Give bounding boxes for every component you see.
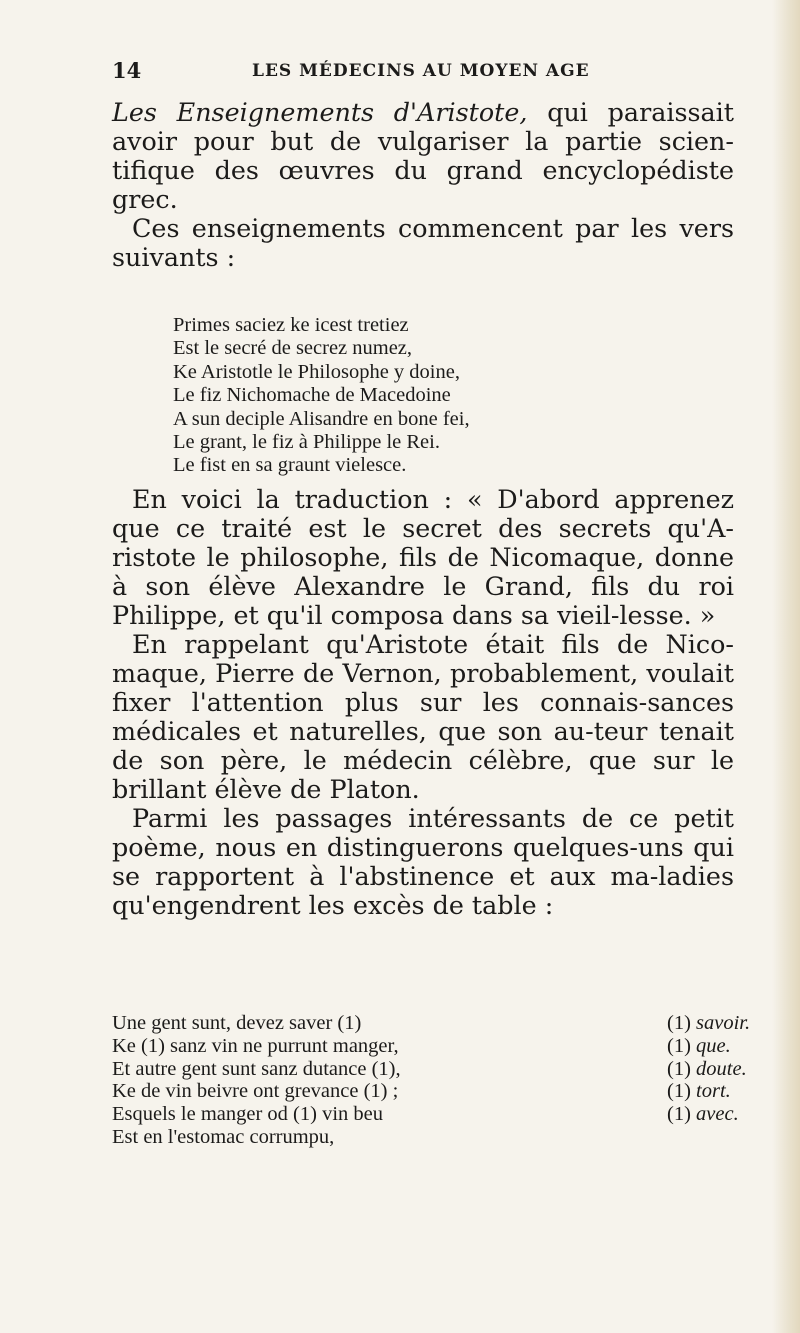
- running-title: LES MÉDECINS AU MOYEN AGE: [252, 61, 590, 81]
- intro-text: qui paraissait avoir pour but de vulgariser la partie scien-tifique des œuvres du grand encyclopédiste grec.: [112, 97, 734, 214]
- work-title: Les Enseignements d'Aristote,: [112, 97, 528, 127]
- verse-line: Le fiz Nichomache de Macedoine: [173, 384, 451, 407]
- footnote: [667, 1080, 731, 1103]
- verse-line: Est le secré de secrez numez,: [173, 337, 413, 360]
- verse-row: [112, 1126, 732, 1149]
- verse-block-1: [173, 314, 693, 478]
- page-edge-shadow: [772, 0, 800, 1333]
- translation-paragraph: En voici la traduction : « D'abord apprenez que ce traité est le secret des secrets qu'A-ristote le philosophe, fils de Nicomaque, donne à son élève Alexandre le Grand, fils du roi Philippe, et qu'il composa dans sa vieil-lesse. »: [112, 484, 734, 630]
- page-number: 14: [112, 58, 142, 83]
- running-head: [112, 58, 712, 88]
- footnote-number: (1): [667, 1034, 691, 1057]
- verse-row: [112, 1080, 732, 1103]
- verse-line: Une gent sunt, devez saver (1): [112, 1012, 362, 1034]
- verse-line: Le fist en sa graunt vielesce.: [173, 454, 407, 477]
- footnote-word: que.: [696, 1034, 731, 1057]
- footnote-number: (1): [667, 1080, 691, 1103]
- paragraph-5: Parmi les passages intéressants de ce petit poème, nous en distinguerons quelques-uns qui se rapportent à l'abstinence et aux ma-ladies qu'engendrent les excès de table :: [112, 803, 734, 920]
- footnote-word: doute.: [696, 1057, 747, 1080]
- footnote: [667, 1035, 731, 1058]
- footnote-number: (1): [667, 1103, 691, 1126]
- verse-line: A sun deciple Alisandre en bone fei,: [173, 407, 470, 430]
- footnote-number: (1): [667, 1057, 691, 1080]
- verse-line: Est en l'estomac corrumpu,: [112, 1125, 335, 1148]
- verse-line: Esquels le manger od (1) vin beu: [112, 1103, 383, 1126]
- footnote: [667, 1103, 739, 1126]
- verse-row: [112, 1035, 732, 1058]
- verse-line: Et autre gent sunt sanz dutance (1),: [112, 1057, 401, 1080]
- verse-line: Ke Aristotle le Philosophe y doine,: [173, 360, 460, 383]
- verse-row: [112, 1012, 751, 1035]
- paragraph-4: En rappelant qu'Aristote était fils de Nico-maque, Pierre de Vernon, probablement, voulait fixer l'attention plus sur les connais-sances médicales et naturelles, que son au-teur tenait de son père, le médecin célèbre, que sur le brillant élève de Platon.: [112, 629, 734, 804]
- intro-paragraph: [112, 98, 734, 214]
- verse-block-2: [112, 1012, 751, 1149]
- body-paragraphs: [112, 485, 734, 920]
- verse-row: [112, 1057, 747, 1081]
- verse-line: Ke de vin beivre ont grevance (1) ;: [112, 1080, 399, 1103]
- footnote: [667, 1012, 750, 1035]
- verse-line: Ke (1) sanz vin ne purrunt manger,: [112, 1034, 399, 1057]
- intro-paragraphs: [112, 98, 734, 272]
- footnote-word: savoir.: [696, 1012, 751, 1034]
- paragraph-2: Ces enseignements commencent par les vers suivants :: [112, 213, 734, 272]
- verse-line: Le grant, le fiz à Philippe le Rei.: [173, 431, 440, 454]
- verse-row: [112, 1103, 739, 1126]
- footnote-word: tort.: [696, 1080, 731, 1103]
- footnote: [667, 1058, 747, 1081]
- footnote-number: (1): [667, 1012, 691, 1034]
- verse-line: Primes saciez ke icest tretiez: [173, 314, 409, 336]
- footnote-word: avec.: [696, 1103, 739, 1126]
